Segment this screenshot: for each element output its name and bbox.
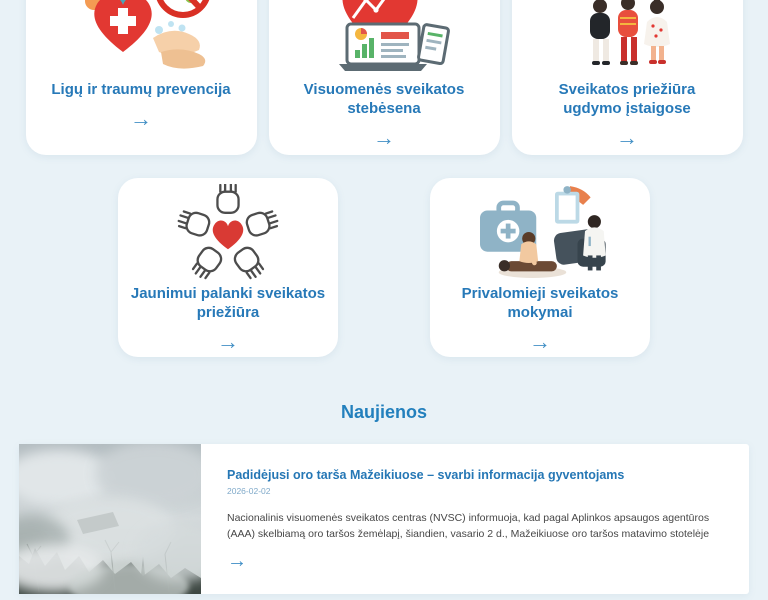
arrow-right-icon[interactable]: → <box>130 106 152 131</box>
news-item-title-link[interactable]: Padidėjusi oro tarša Mažeikiuose – svarbi informacija gyventojams <box>227 468 625 482</box>
news-item <box>19 444 749 594</box>
arrow-right-icon[interactable]: → <box>373 125 395 150</box>
news-item-date: 2026-02-02 <box>227 486 271 496</box>
card-title: Sveikatos priežiūra ugdymo įstaigose <box>558 81 696 117</box>
card-title: Visuomenės sveikatos stebėsena <box>303 81 465 117</box>
first-aid-training-illustration-icon <box>465 184 615 280</box>
monitoring-illustration-icon <box>309 0 459 76</box>
card-jaunimui-palanki-sveikatos-prieziura[interactable] <box>118 178 338 357</box>
news-photo-smoke-over-forest[interactable] <box>19 444 201 594</box>
card-visuomenes-sveikatos-stebesena[interactable] <box>269 0 500 155</box>
card-privalomieji-sveikatos-mokymai[interactable] <box>430 178 650 357</box>
arrow-right-icon[interactable]: → <box>616 125 638 150</box>
news-item-content <box>201 444 749 594</box>
services-row-1 <box>0 0 768 155</box>
news-section-heading: Naujienos <box>340 402 428 422</box>
card-sveikatos-prieziura-ugdymo-istaigose[interactable] <box>512 0 743 155</box>
school-health-illustration-icon <box>562 0 692 76</box>
arrow-right-icon[interactable]: → <box>529 329 551 354</box>
card-title: Privalomieji sveikatos mokymai <box>461 285 619 321</box>
card-ligu-ir-traumu-prevencija[interactable] <box>26 0 257 155</box>
services-row-2 <box>0 178 768 357</box>
youth-hands-heart-illustration-icon <box>174 184 282 280</box>
arrow-right-icon[interactable]: → <box>217 329 239 354</box>
card-title: Jaunimui palanki sveikatos priežiūra <box>130 285 326 321</box>
arrow-right-icon[interactable]: → <box>227 550 247 572</box>
news-item-excerpt: Nacionalinis visuomenės sveikatos centras (NVSC) informuoja, kad pagal Aplinkos apsaugos agentūros (AAA) skelbiamą oro taršos žemėlapį, šiandien, vasario 2 d., Mažeikiuose oro taršos matavimo stotelėje <box>227 512 710 540</box>
prevention-illustration-icon <box>61 0 221 76</box>
card-title: Ligų ir traumų prevencija <box>51 81 231 98</box>
